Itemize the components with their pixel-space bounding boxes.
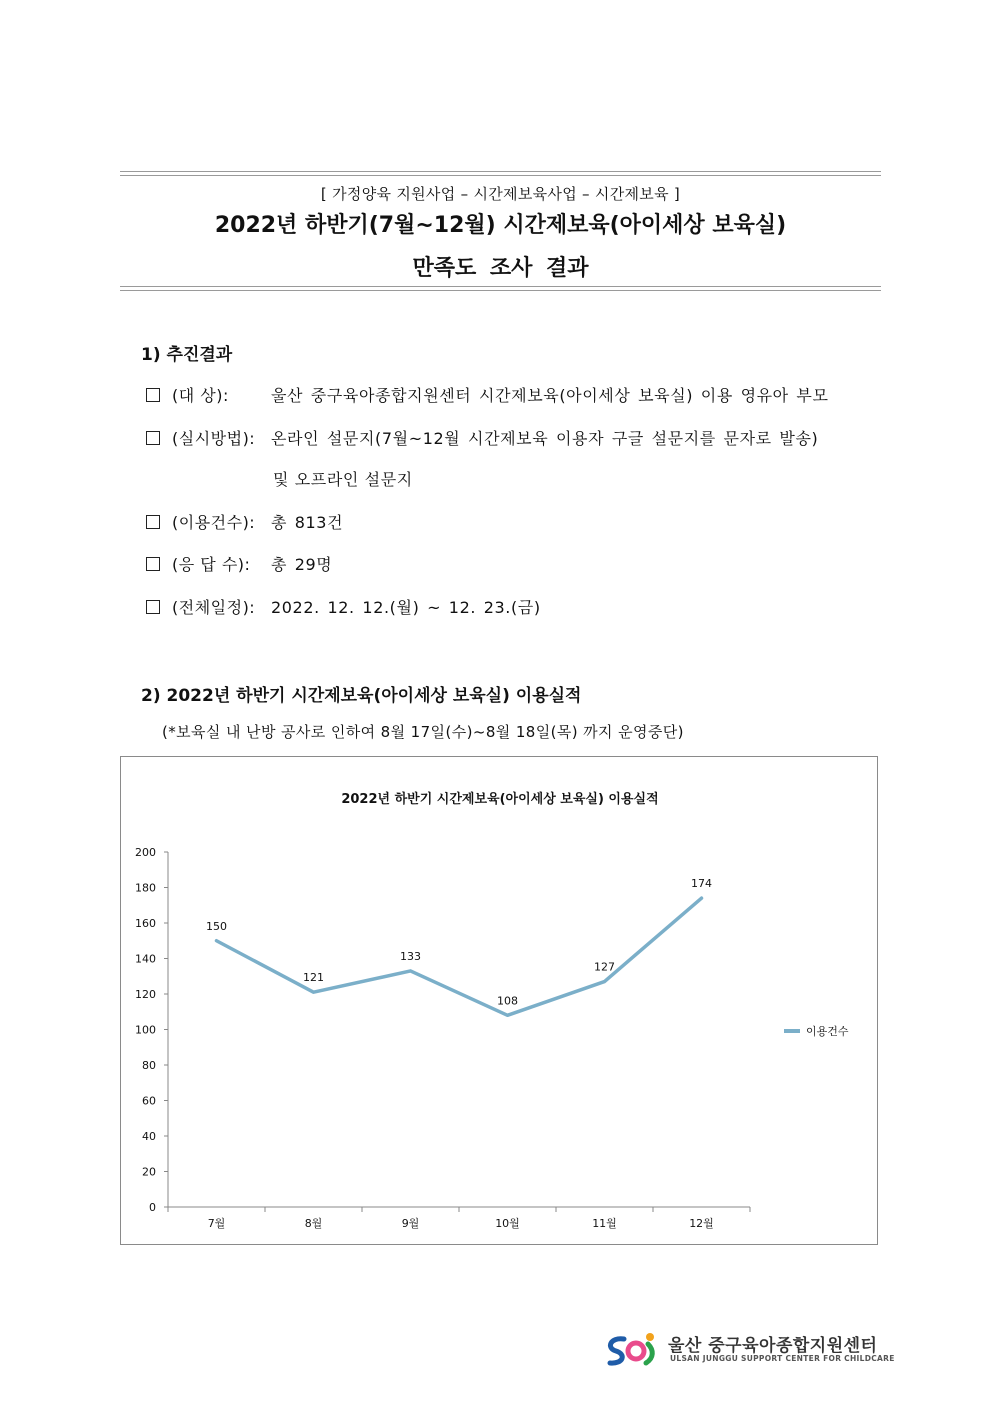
checkbox-icon bbox=[146, 557, 160, 571]
y-tick-label: 20 bbox=[142, 1165, 156, 1179]
data-label: 121 bbox=[303, 971, 324, 985]
y-tick-label: 0 bbox=[149, 1201, 156, 1214]
section2-note: (*보육실 내 난방 공사로 인하여 8월 17일(수)~8월 18일(목) 까지 운영중단) bbox=[162, 723, 684, 741]
item-value: 온라인 설문지(7월~12월 시간제보육 이용자 구글 설문지를 문자로 발송) bbox=[271, 429, 819, 448]
y-tick-label: 160 bbox=[135, 917, 156, 930]
center-logo-icon bbox=[604, 1330, 664, 1370]
line-chart bbox=[121, 757, 877, 1244]
item-label: (응 답 수): bbox=[172, 555, 251, 574]
series-line bbox=[217, 898, 702, 1015]
result-item-usage-count bbox=[146, 510, 343, 533]
y-tick-label: 140 bbox=[135, 952, 156, 966]
chart-frame bbox=[120, 756, 878, 1245]
document-title: 2022년 하반기(7월~12월) 시간제보육(아이세상 보육실) bbox=[214, 213, 787, 238]
x-tick-label: 10월 bbox=[495, 1217, 520, 1230]
data-label: 133 bbox=[400, 949, 421, 963]
data-label: 108 bbox=[497, 994, 518, 1008]
item-label: (대 상): bbox=[172, 386, 229, 405]
x-tick-label: 8월 bbox=[304, 1217, 323, 1230]
checkbox-icon bbox=[146, 388, 160, 402]
logo-name: 울산 중구육아종합지원센터 bbox=[668, 1336, 878, 1356]
checkbox-icon bbox=[146, 515, 160, 529]
document-subtitle: [ 가정양육 지원사업 – 시간제보육사업 – 시간제보육 ] bbox=[320, 185, 681, 203]
item-label: (실시방법): bbox=[172, 429, 256, 448]
x-tick-label: 7월 bbox=[207, 1217, 226, 1230]
x-tick-label: 9월 bbox=[401, 1217, 420, 1230]
legend-label: 이용건수 bbox=[806, 1025, 849, 1038]
item-value: 2022. 12. 12.(월) ~ 12. 23.(금) bbox=[271, 598, 541, 617]
result-item-target bbox=[146, 383, 829, 406]
result-item-method bbox=[146, 426, 818, 449]
result-item-schedule bbox=[146, 595, 541, 618]
checkbox-icon bbox=[146, 431, 160, 445]
data-label: 174 bbox=[691, 877, 712, 891]
document-title-line2: 만족도 조사 결과 bbox=[412, 256, 589, 281]
item-label: (전체일정): bbox=[172, 598, 256, 617]
header-bottom-rule bbox=[120, 286, 881, 291]
x-tick-label: 11월 bbox=[592, 1217, 617, 1230]
y-tick-label: 100 bbox=[135, 1023, 156, 1037]
y-tick-label: 60 bbox=[142, 1094, 156, 1108]
data-label: 150 bbox=[206, 919, 227, 933]
chart-title: 2022년 하반기 시간제보육(아이세상 보육실) 이용실적 bbox=[341, 792, 659, 807]
y-tick-label: 180 bbox=[135, 881, 156, 895]
result-item-respondents bbox=[146, 552, 332, 575]
x-tick-label: 12월 bbox=[689, 1217, 714, 1230]
checkbox-icon bbox=[146, 600, 160, 614]
header-top-rule bbox=[120, 171, 881, 176]
item-value: 울산 중구육아종합지원센터 시간제보육(아이세상 보육실) 이용 영유아 부모 bbox=[271, 386, 829, 405]
y-tick-label: 40 bbox=[142, 1130, 156, 1143]
y-tick-label: 200 bbox=[135, 846, 156, 859]
item-value-continued: 및 오프라인 설문지 bbox=[273, 470, 413, 489]
logo-english: ULSAN JUNGGU SUPPORT CENTER FOR CHILDCARE bbox=[670, 1354, 895, 1363]
section1-heading: 1) 추진결과 bbox=[141, 345, 233, 365]
center-logo bbox=[604, 1330, 895, 1370]
section2-heading: 2) 2022년 하반기 시간제보육(아이세상 보육실) 이용실적 bbox=[141, 686, 582, 706]
item-value: 총 29명 bbox=[271, 555, 333, 574]
item-label: (이용건수): bbox=[172, 513, 256, 532]
data-label: 127 bbox=[594, 960, 615, 974]
y-tick-label: 80 bbox=[142, 1059, 156, 1072]
item-value: 총 813건 bbox=[271, 513, 344, 532]
y-tick-label: 120 bbox=[135, 988, 156, 1001]
